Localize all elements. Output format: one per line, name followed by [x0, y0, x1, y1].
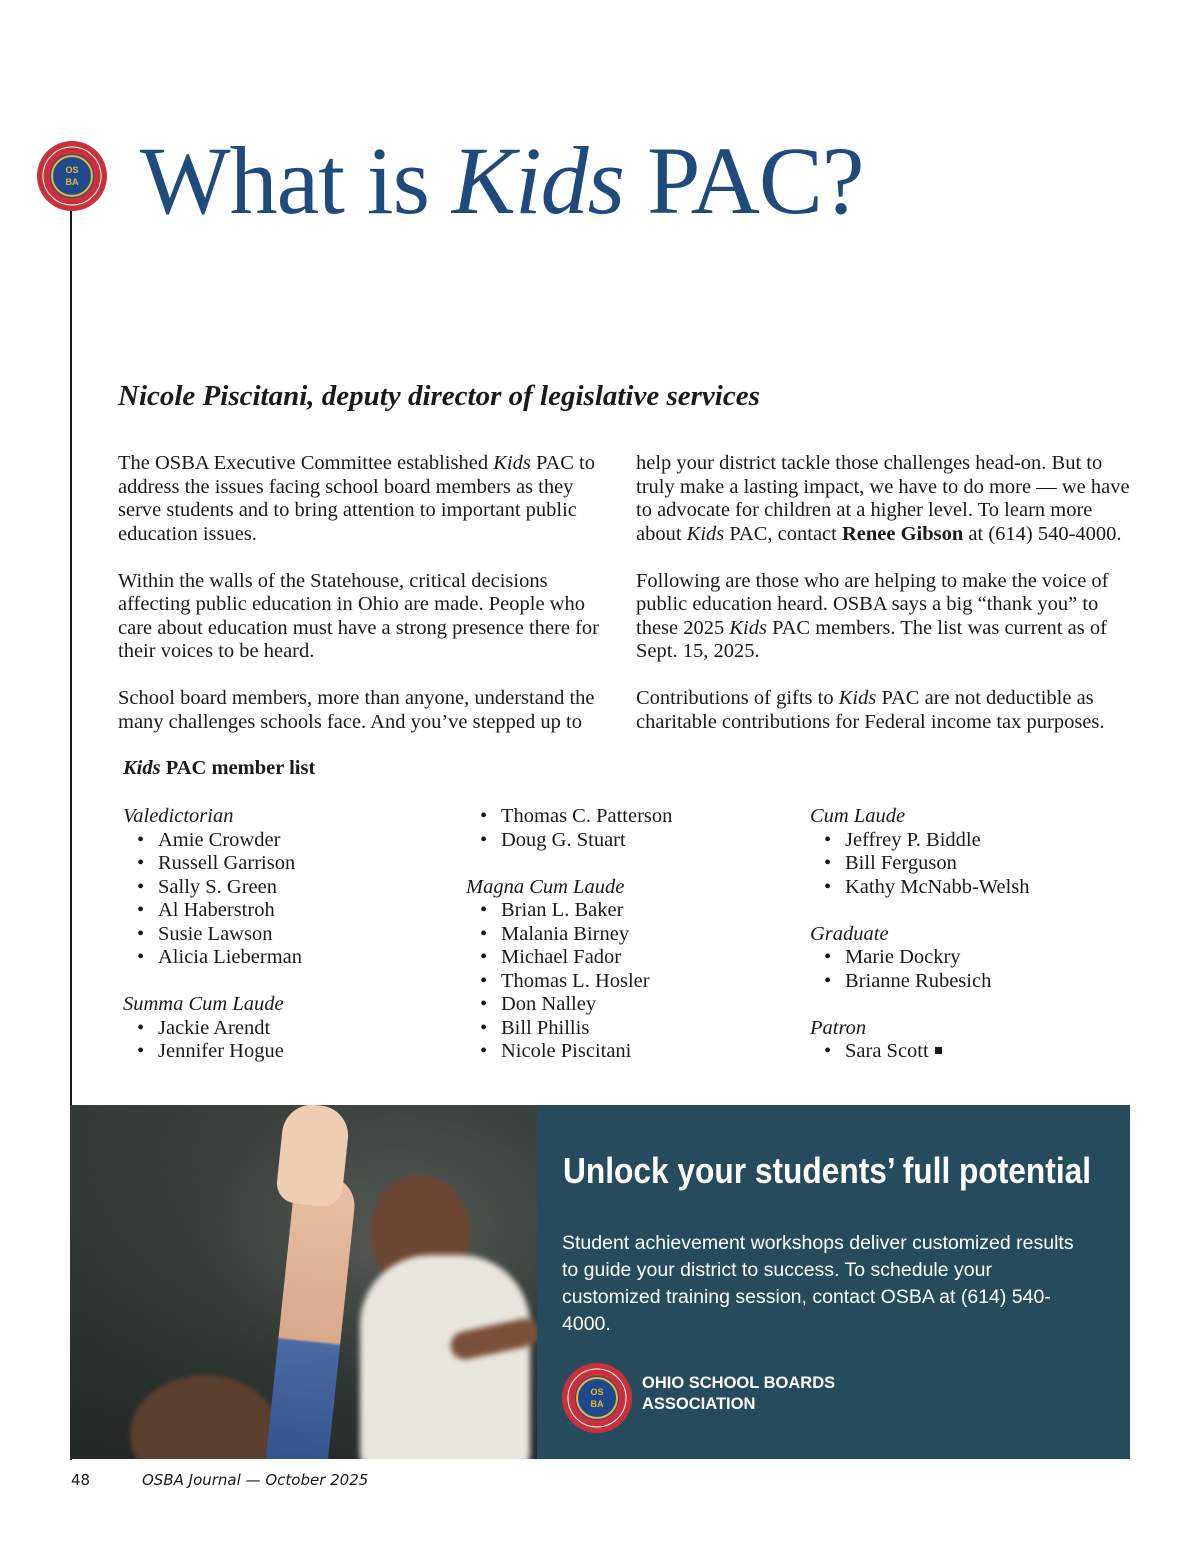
p3-text-b: PAC, contact — [724, 522, 842, 545]
tier-title: Summa Cum Laude — [123, 993, 284, 1015]
list-item: • Brian L. Baker — [501, 899, 672, 923]
list-item: • Kathy McNabb-Welsh — [845, 876, 1030, 900]
p5-em: Kids — [838, 687, 877, 709]
member-list — [810, 829, 1030, 900]
list-item: • Jennifer Hogue — [158, 1040, 302, 1064]
page-title — [140, 128, 864, 234]
org-name — [642, 1373, 902, 1415]
paragraph-3-end: help your district tackle those challenges head-on. But to truly make a lasting impact, we have to do more — we have to advocate for children at a higher level. To learn more about Kids PAC, contact Renee Gibson at (614) 540-4000. — [636, 452, 1130, 545]
paragraph-4 — [636, 570, 1136, 664]
org-line-2: ASSOCIATION — [642, 1395, 756, 1413]
osba-seal-logo-small — [561, 1362, 633, 1434]
tier-magna — [466, 876, 672, 1064]
byline: Nicole Piscitani, deputy director of legislative services — [118, 380, 760, 412]
paragraph-1 — [118, 452, 608, 546]
p1-text-a: The OSBA Executive Committee established — [118, 452, 494, 474]
list-item: • Thomas C. Patterson — [501, 805, 672, 829]
tier-title: Patron — [810, 1016, 867, 1039]
list-item: • Nicole Piscitani — [501, 1040, 672, 1064]
osba-seal-logo — [36, 140, 108, 212]
raised-hand-shape — [275, 1105, 351, 1208]
member-list — [123, 829, 302, 970]
article-column-left — [118, 452, 608, 758]
paragraph-5 — [636, 687, 1136, 734]
p3-em: Kids — [686, 522, 725, 545]
member-list-heading — [123, 757, 315, 780]
list-item: • Sally S. Green — [158, 876, 302, 900]
member-name: Sara Scott — [845, 1040, 929, 1062]
list-item: • Brianne Rubesich — [845, 970, 1030, 994]
tier-title: Valedictorian — [123, 805, 234, 827]
tier-cum-laude — [810, 805, 1030, 899]
org-line-1: OHIO SCHOOL BOARDS — [642, 1374, 836, 1392]
tier-summa-continued — [466, 805, 672, 852]
p5-text-a: Contributions of gifts to — [636, 687, 839, 709]
teacher-body-shape — [360, 1255, 530, 1459]
svg-text:OS: OS — [590, 1387, 604, 1397]
classroom-photo — [70, 1105, 537, 1459]
page-number: 48 — [71, 1471, 91, 1489]
tier-title: Graduate — [810, 922, 889, 945]
list-item: • Bill Phillis — [501, 1017, 672, 1041]
ad-body: Student achievement workshops deliver customized results to guide your district to success. To schedule your customized training session, contact OSBA at (614) 540-4000. — [562, 1232, 1074, 1335]
p3-text-c: at (614) 540-4000. — [963, 522, 1122, 545]
list-item: • Doug G. Stuart — [501, 829, 672, 853]
list-item: • Jackie Arendt — [158, 1017, 302, 1041]
paragraph-3-start: School board members, more than anyone, understand the many challenges schools face. And you’ve stepped up to — [118, 687, 595, 733]
article-column-right — [636, 452, 1136, 758]
member-list-heading-em: Kids — [123, 757, 161, 779]
p4-text-b: PAC members. The list was current as of Sept. 15, 2025. — [636, 616, 1107, 662]
tier-title: Cum Laude — [810, 805, 906, 827]
member-list — [123, 1017, 302, 1064]
tier-valedictorian — [123, 805, 302, 970]
ad-headline: Unlock your students’ full potential — [563, 1150, 1092, 1191]
list-item: • Don Nalley — [501, 993, 672, 1017]
list-item: • Thomas L. Hosler — [501, 970, 672, 994]
tier-title: Magna Cum Laude — [466, 875, 625, 898]
member-list — [810, 946, 1030, 993]
list-item: • Bill Ferguson — [845, 852, 1030, 876]
paragraph-2: Within the walls of the Statehouse, critical decisions affecting public education in Ohio are made. People who care about education must have a strong presence there for their voices to be heard. — [118, 569, 599, 662]
p4-text-a: Following are those who are helping to make the voice of public education heard. OSBA says a big “thank you” to these 2025 — [636, 569, 1109, 639]
member-column-3 — [810, 805, 1030, 1087]
member-column-1 — [123, 805, 302, 1087]
member-list-heading-rest: PAC member list — [160, 757, 316, 779]
list-item: • Marie Dockry — [845, 946, 1030, 970]
p4-em: Kids — [729, 616, 767, 639]
list-item: • Al Haberstroh — [158, 899, 302, 923]
svg-text:BA: BA — [590, 1399, 604, 1409]
member-list — [466, 899, 672, 1064]
p1-text-b: PAC to address the issues facing school board members as they serve students and to bring attention to important public education issues. — [118, 452, 596, 545]
publication-name: OSBA Journal — October 2025 — [142, 1471, 369, 1489]
list-item: • Michael Fador — [501, 946, 672, 970]
member-column-2 — [466, 805, 672, 1087]
list-item: • Amie Crowder — [158, 829, 302, 853]
list-item — [845, 1040, 1030, 1064]
member-list — [810, 1040, 1030, 1064]
tier-summa — [123, 993, 302, 1064]
tier-graduate — [810, 923, 1030, 994]
list-item: • Russell Garrison — [158, 852, 302, 876]
contact-name: Renee Gibson — [841, 522, 964, 545]
list-item: • Jeffrey P. Biddle — [845, 829, 1030, 853]
title-em: Kids — [451, 127, 624, 234]
title-pre: What is — [140, 127, 452, 234]
tier-patron — [810, 1017, 1030, 1064]
list-item: • Alicia Lieberman — [158, 946, 302, 970]
title-post: PAC? — [623, 127, 864, 234]
member-list — [466, 805, 672, 852]
p1-em: Kids — [493, 452, 531, 474]
svg-text:BA: BA — [65, 177, 79, 187]
list-item: • Malania Birney — [501, 923, 672, 947]
p5-text-b: PAC are not deductible as charitable contributions for Federal income tax purposes. — [636, 687, 1105, 733]
list-item: • Susie Lawson — [158, 923, 302, 947]
end-of-article-mark — [935, 1047, 942, 1054]
svg-text:OS: OS — [65, 165, 79, 175]
